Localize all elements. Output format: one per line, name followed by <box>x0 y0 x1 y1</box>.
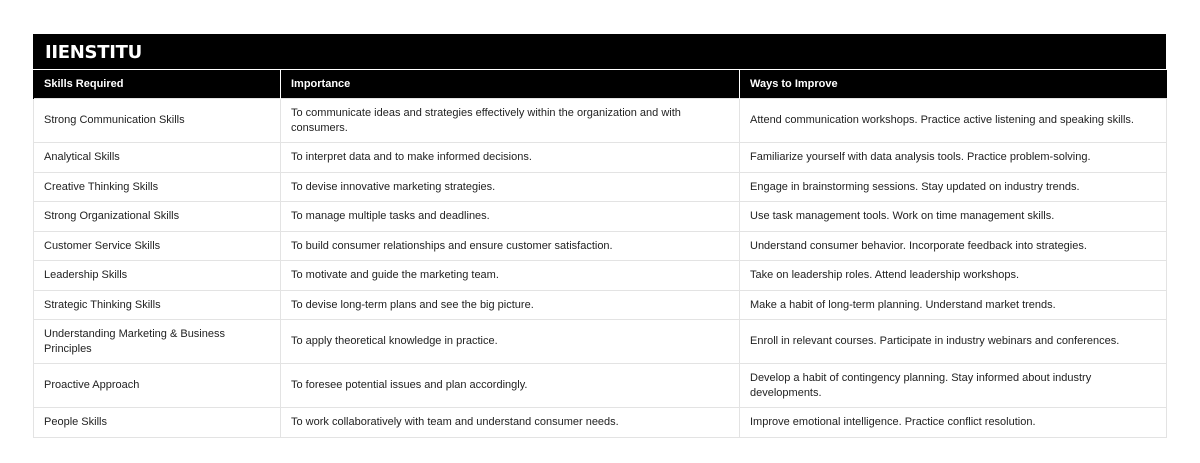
importance-cell: To foresee potential issues and plan accordingly. <box>281 364 740 408</box>
improve-cell: Take on leadership roles. Attend leadership workshops. <box>740 261 1167 291</box>
table-row <box>34 172 1167 202</box>
skill-cell: Creative Thinking Skills <box>34 172 281 202</box>
importance-cell: To interpret data and to make informed decisions. <box>281 143 740 173</box>
table-row <box>34 99 1167 143</box>
importance-cell: To apply theoretical knowledge in practice. <box>281 320 740 364</box>
improve-cell: Improve emotional intelligence. Practice conflict resolution. <box>740 408 1167 438</box>
header-skills-required: Skills Required <box>34 70 281 99</box>
skill-cell: People Skills <box>34 408 281 438</box>
improve-cell: Enroll in relevant courses. Participate in industry webinars and conferences. <box>740 320 1167 364</box>
skill-cell: Understanding Marketing & Business Principles <box>34 320 281 364</box>
improve-cell: Engage in brainstorming sessions. Stay updated on industry trends. <box>740 172 1167 202</box>
skill-cell: Analytical Skills <box>34 143 281 173</box>
table-row <box>34 143 1167 173</box>
improve-cell: Familiarize yourself with data analysis tools. Practice problem-solving. <box>740 143 1167 173</box>
table-row <box>34 261 1167 291</box>
brand-title: IIENSTITU <box>33 34 1166 69</box>
skills-table <box>33 69 1167 438</box>
improve-cell: Understand consumer behavior. Incorporate feedback into strategies. <box>740 231 1167 261</box>
skill-cell: Leadership Skills <box>34 261 281 291</box>
skill-cell: Strong Communication Skills <box>34 99 281 143</box>
skill-cell: Proactive Approach <box>34 364 281 408</box>
header-ways-to-improve: Ways to Improve <box>740 70 1167 99</box>
table-row <box>34 290 1167 320</box>
table-header-row <box>34 70 1167 99</box>
table-row <box>34 202 1167 232</box>
skills-table-container <box>33 34 1166 438</box>
improve-cell: Attend communication workshops. Practice active listening and speaking skills. <box>740 99 1167 143</box>
table-row <box>34 231 1167 261</box>
table-row <box>34 320 1167 364</box>
importance-cell: To devise long-term plans and see the big picture. <box>281 290 740 320</box>
skill-cell: Customer Service Skills <box>34 231 281 261</box>
table-row <box>34 364 1167 408</box>
skill-cell: Strategic Thinking Skills <box>34 290 281 320</box>
importance-cell: To motivate and guide the marketing team. <box>281 261 740 291</box>
importance-cell: To work collaboratively with team and understand consumer needs. <box>281 408 740 438</box>
improve-cell: Use task management tools. Work on time management skills. <box>740 202 1167 232</box>
table-row <box>34 408 1167 438</box>
importance-cell: To build consumer relationships and ensure customer satisfaction. <box>281 231 740 261</box>
header-importance: Importance <box>281 70 740 99</box>
importance-cell: To communicate ideas and strategies effectively within the organization and with consumers. <box>281 99 740 143</box>
skill-cell: Strong Organizational Skills <box>34 202 281 232</box>
improve-cell: Develop a habit of contingency planning. Stay informed about industry developments. <box>740 364 1167 408</box>
improve-cell: Make a habit of long-term planning. Understand market trends. <box>740 290 1167 320</box>
importance-cell: To manage multiple tasks and deadlines. <box>281 202 740 232</box>
importance-cell: To devise innovative marketing strategies. <box>281 172 740 202</box>
